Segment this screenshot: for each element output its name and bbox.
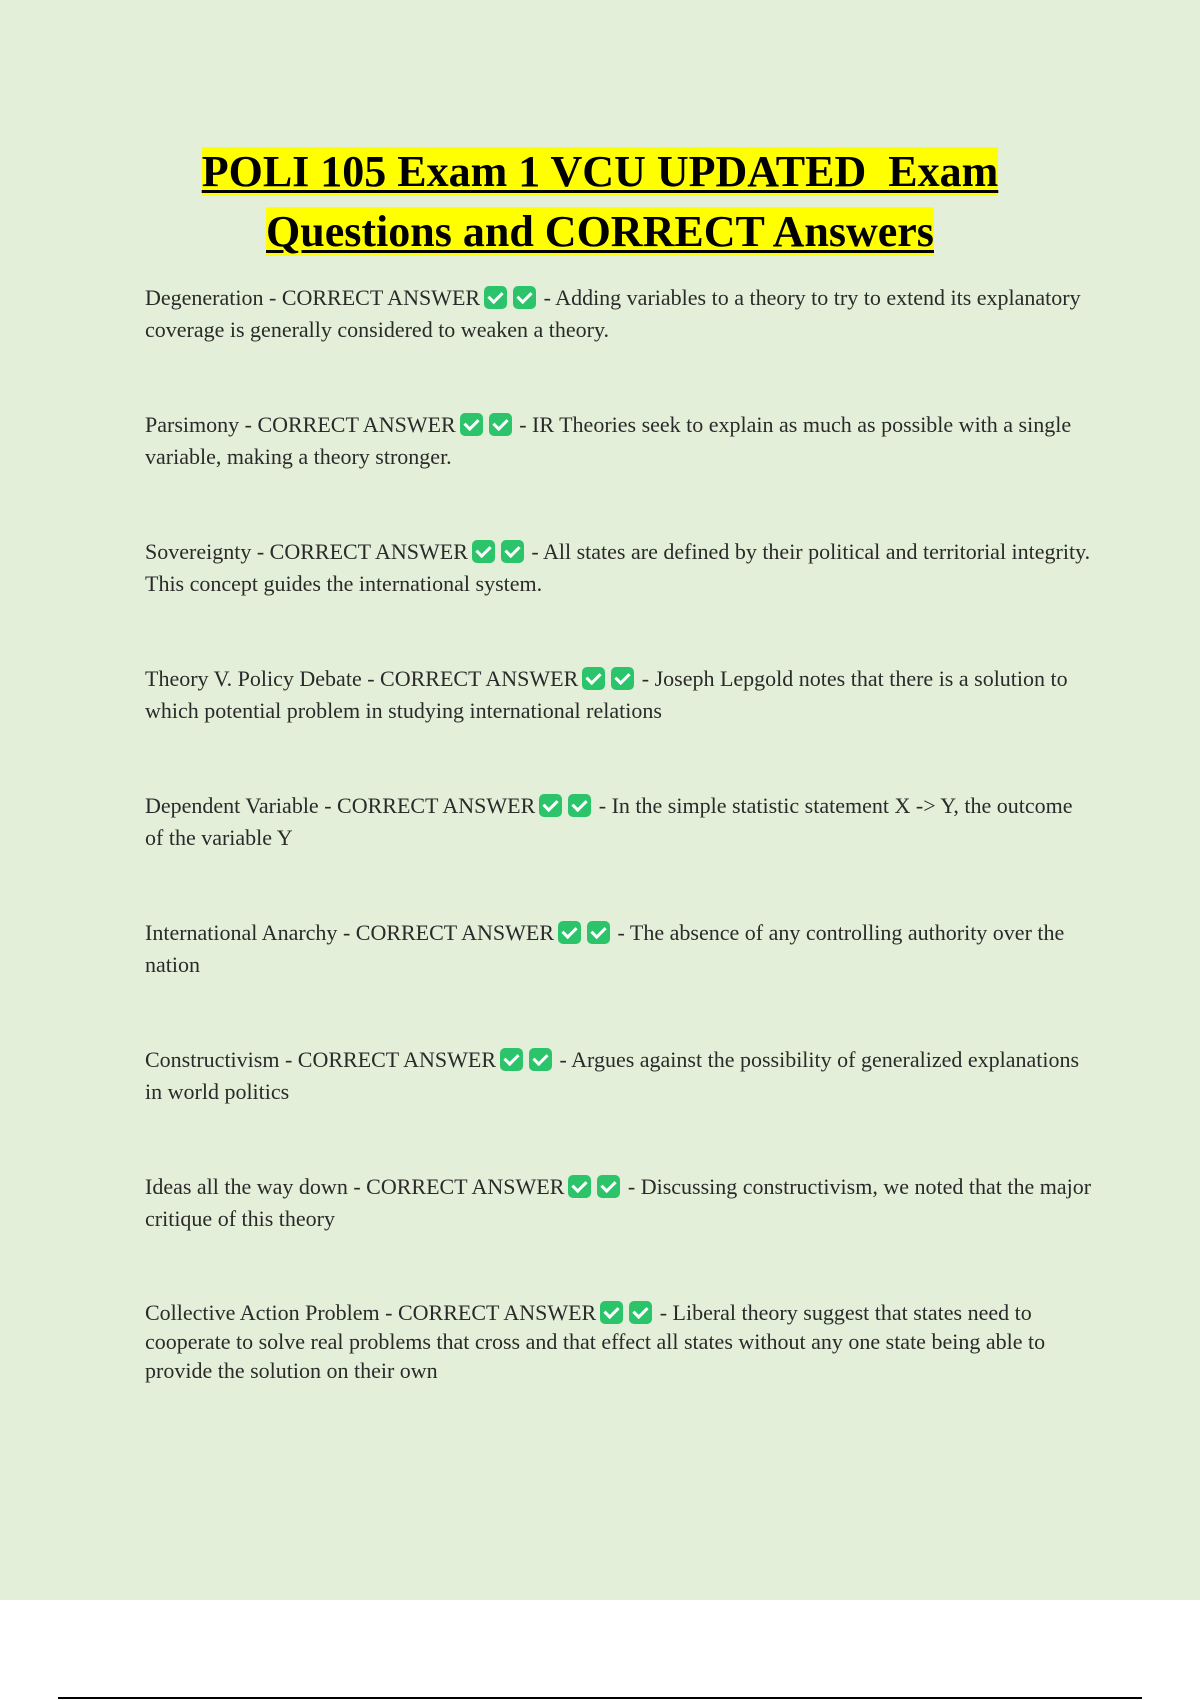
title-line-1: POLI 105 Exam 1 VCU UPDATED Exam [201, 147, 999, 196]
green-checkmark-icon [501, 540, 524, 563]
qa-entry-parsimony [145, 409, 1095, 536]
correct-answer-marker: - CORRECT ANSWER [367, 666, 579, 691]
green-checkmark-icon [568, 794, 591, 817]
qa-entry-ideas-all-the-way-down [145, 1171, 1095, 1298]
entry-term: Parsimony [145, 412, 240, 437]
entry-definition: - All states are defined by their political and territorial integrity. This concept guides the international system. [145, 539, 1091, 596]
green-checkmark-icon [460, 413, 483, 436]
green-checkmark-icon [558, 921, 581, 944]
correct-answer-marker: - CORRECT ANSWER [385, 1300, 597, 1325]
entry-term: Dependent Variable [145, 793, 319, 818]
qa-entry-sovereignty [145, 536, 1095, 663]
entry-term: Collective Action Problem [145, 1300, 380, 1325]
green-checkmark-icon [489, 413, 512, 436]
qa-entry-theory-policy-debate [145, 663, 1095, 790]
entry-definition: - The absence of any controlling authority over the nation [145, 920, 1065, 977]
entry-term: Ideas all the way down [145, 1174, 348, 1199]
title-line-2: Questions and CORRECT Answers [266, 207, 934, 256]
green-checkmark-icon [587, 921, 610, 944]
entry-term: Degeneration [145, 285, 264, 310]
correct-answer-marker: - CORRECT ANSWER [342, 920, 554, 945]
entry-term: Constructivism [145, 1047, 280, 1072]
qa-list [145, 282, 1095, 1425]
entry-definition: - Joseph Lepgold notes that there is a solution to which potential problem in studying international relations [145, 666, 1068, 723]
green-checkmark-icon [484, 286, 507, 309]
entry-definition: - Adding variables to a theory to try to extend its explanatory coverage is generally considered to weaken a theory. [145, 285, 1081, 342]
entry-term: Sovereignty [145, 539, 252, 564]
entry-definition: - Liberal theory suggest that states need to cooperate to solve real problems that cross and that effect all states without any one state being able to provide the solution on their own [145, 1300, 1046, 1383]
entry-definition: - Discussing constructivism, we noted that the major critique of this theory [145, 1174, 1092, 1231]
green-checkmark-icon [597, 1175, 620, 1198]
green-checkmark-icon [611, 667, 634, 690]
document-title [120, 142, 1080, 262]
green-checkmark-icon [568, 1175, 591, 1198]
qa-entry-constructivism [145, 1044, 1095, 1171]
green-checkmark-icon [582, 667, 605, 690]
correct-answer-marker: - CORRECT ANSWER [256, 539, 468, 564]
entry-definition: - Argues against the possibility of generalized explanations in world politics [145, 1047, 1080, 1104]
qa-entry-dependent-variable [145, 790, 1095, 917]
entry-definition: - IR Theories seek to explain as much as possible with a single variable, making a theory stronger. [145, 412, 1072, 469]
footer-divider [58, 1697, 1142, 1699]
green-checkmark-icon [513, 286, 536, 309]
green-checkmark-icon [629, 1301, 652, 1324]
entry-term: International Anarchy [145, 920, 338, 945]
qa-entry-degeneration [145, 282, 1095, 409]
correct-answer-marker: - CORRECT ANSWER [324, 793, 536, 818]
green-checkmark-icon [600, 1301, 623, 1324]
correct-answer-marker: - CORRECT ANSWER [269, 285, 481, 310]
green-checkmark-icon [500, 1048, 523, 1071]
entry-definition: - In the simple statistic statement X -> Y, the outcome of the variable Y [145, 793, 1073, 850]
correct-answer-marker: - CORRECT ANSWER [284, 1047, 497, 1072]
correct-answer-marker: - CORRECT ANSWER [353, 1174, 565, 1199]
green-checkmark-icon [472, 540, 495, 563]
green-checkmark-icon [539, 794, 562, 817]
green-checkmark-icon [529, 1048, 552, 1071]
correct-answer-marker: - CORRECT ANSWER [244, 412, 456, 437]
qa-entry-collective-action-problem [145, 1298, 1095, 1425]
qa-entry-international-anarchy [145, 917, 1095, 1044]
entry-term: Theory V. Policy Debate [145, 666, 362, 691]
